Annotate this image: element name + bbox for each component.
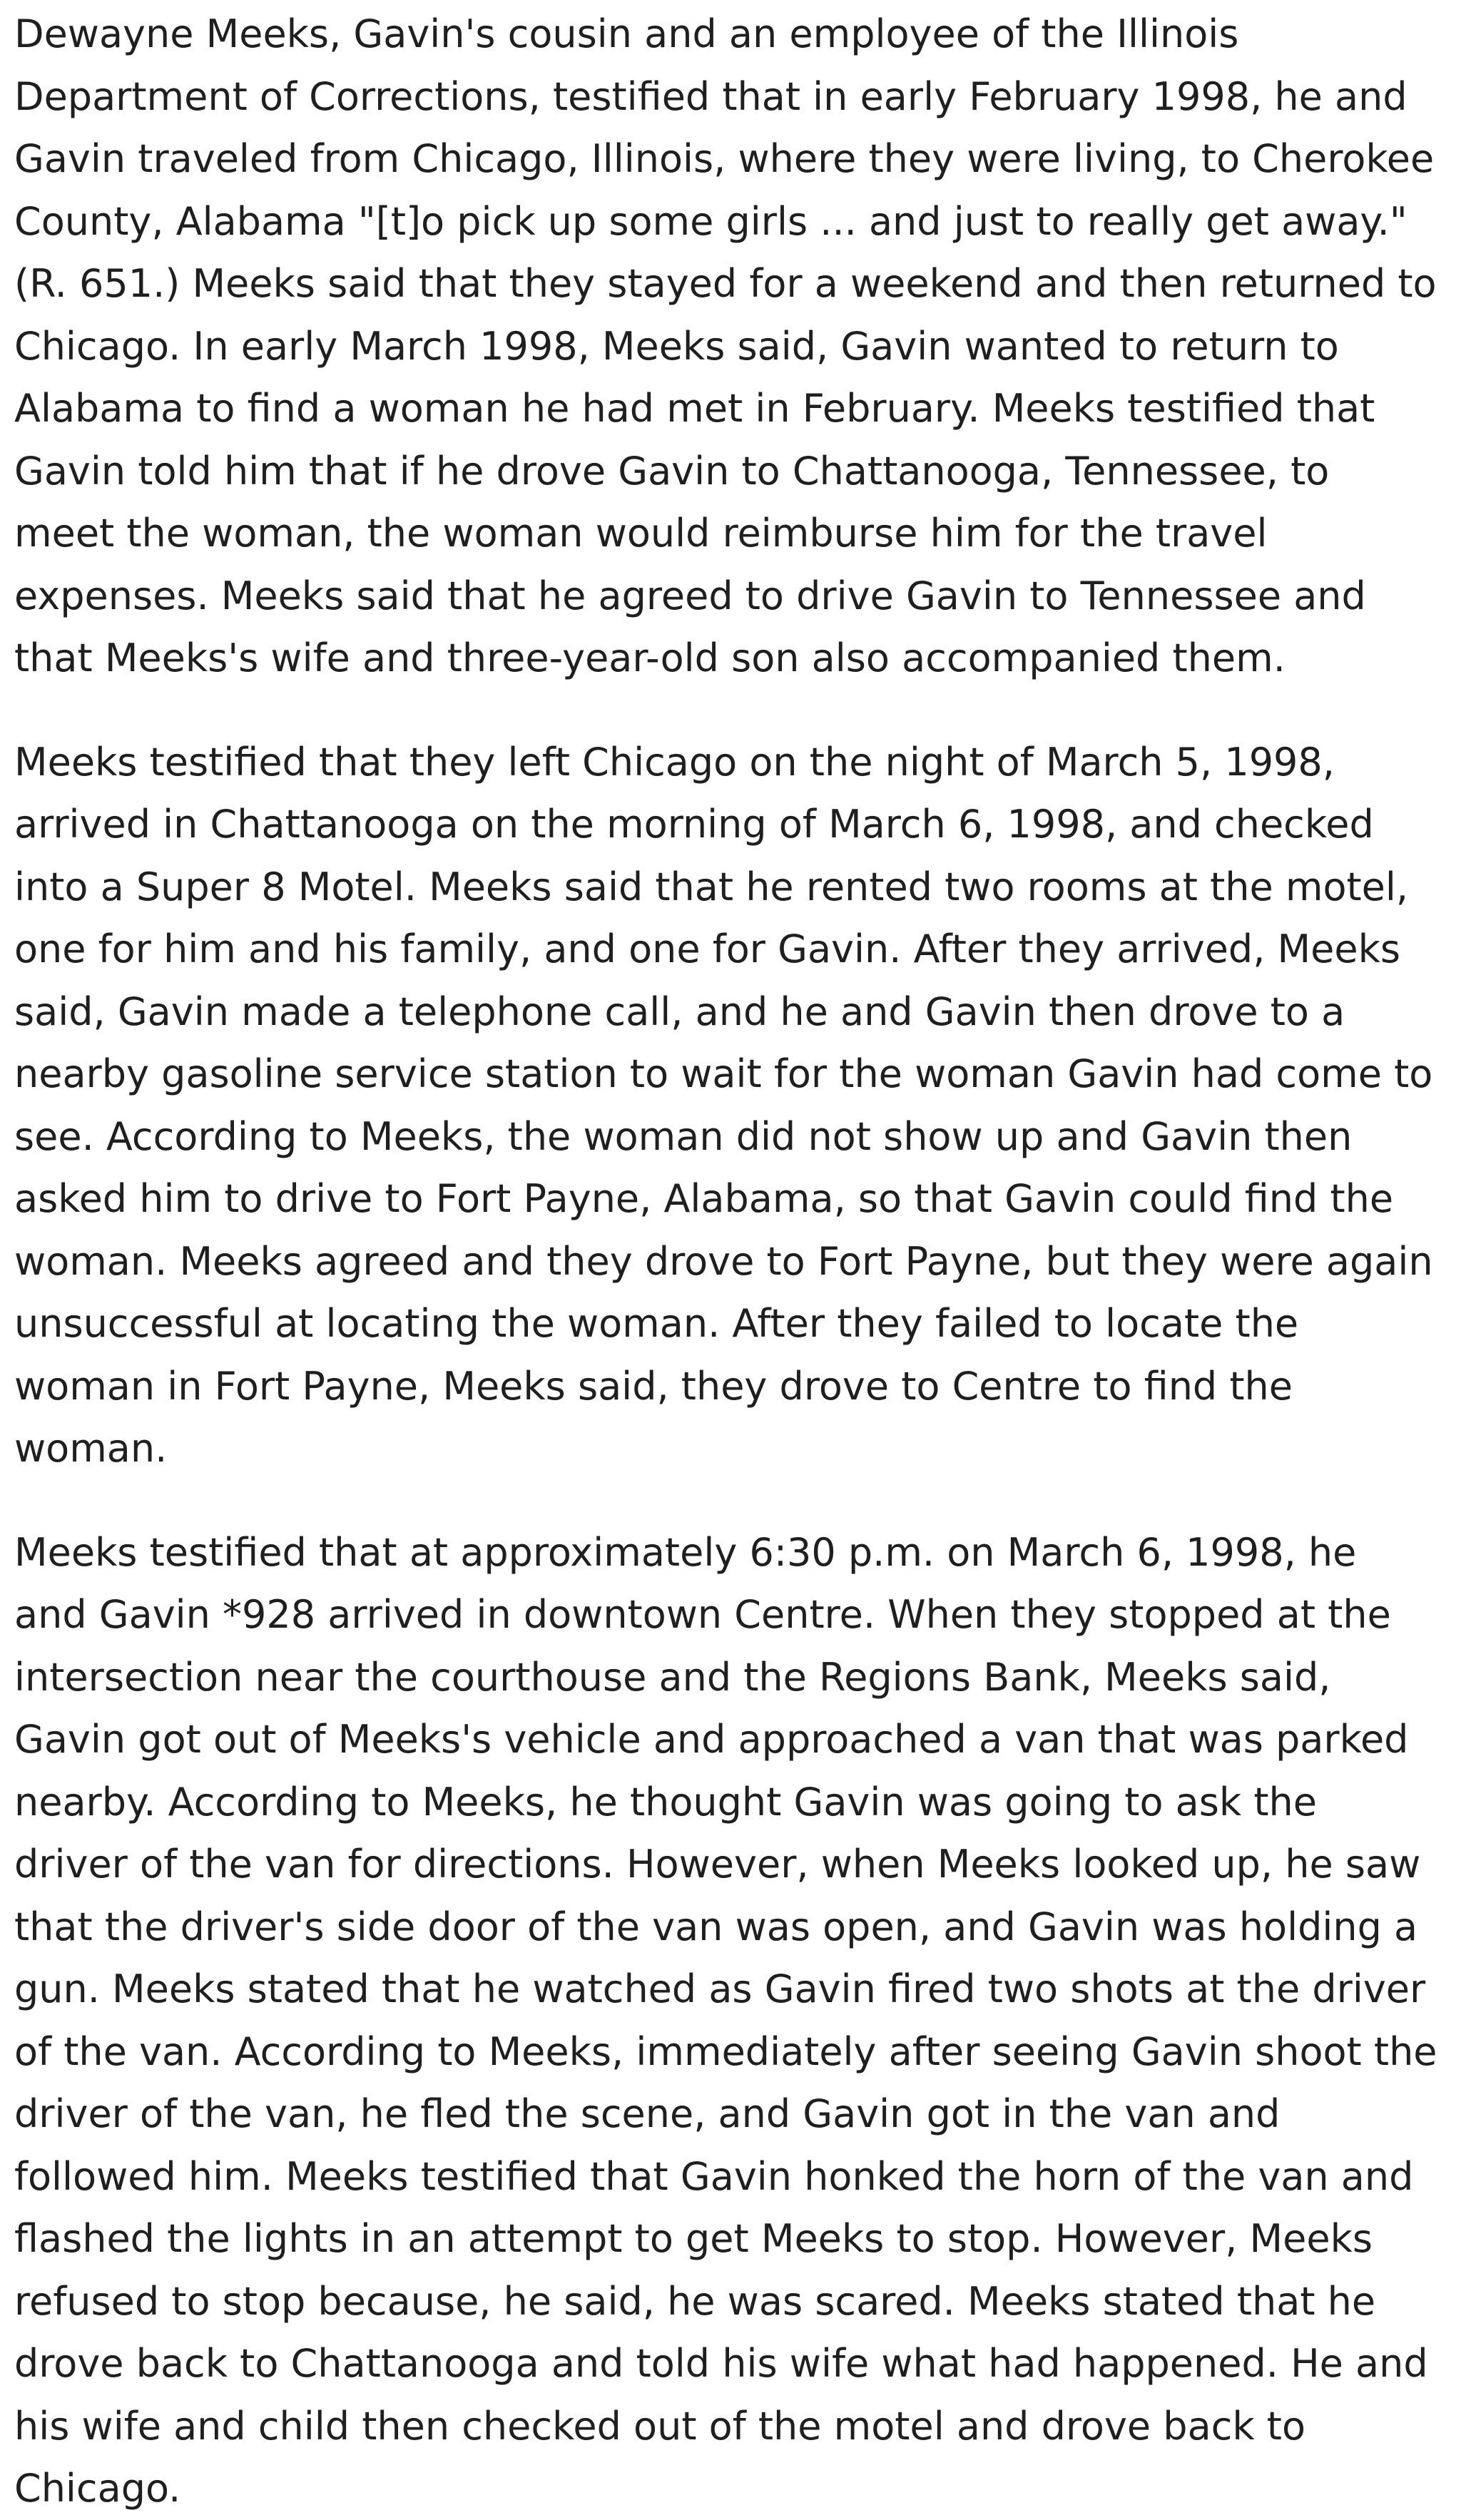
paragraph-1: Dewayne Meeks, Gavin's cousin and an employee of the Illinois Department of Corrections, testified that in early February 1998, he and Gavin traveled from Chicago, Illinois, where they were living, to Cherokee County, Alabama "[t]o pick up some girls ... and just to really get away." (R. 651.) Meeks said that they stayed for a weekend and then returned to Chicago. In early March 1998, Meeks said, Gavin wanted to return to Alabama to find a woman he had met in February. Meeks testified that Gavin told him that if he drove Gavin to Chattanooga, Tennessee, to meet the woman, the woman would reimburse him for the travel expenses. Meeks said that he agreed to drive Gavin to Tennessee and that Meeks's wife and three-year-old son also accompanied them.	[14, 11, 1437, 680]
paragraph-3: Meeks testified that at approximately 6:30 p.m. on March 6, 1998, he and Gavin *928 arrived in downtown Centre. When they stopped at the intersection near the courthouse and the Regions Bank, Meeks said, Gavin got out of Meeks's vehicle and approached a van that was parked nearby. According to Meeks, he thought Gavin was going to ask the driver of the van for directions. However, when Meeks looked up, he saw that the driver's side door of the van was open, and Gavin was holding a gun. Meeks stated that he watched as Gavin fired two shots at the driver of the van. According to Meeks, immediately after seeing Gavin shoot the driver of the van, he fled the scene, and Gavin got in the van and followed him. Meeks testified that Gavin honked the horn of the van and flashed the lights in an attempt to get Meeks to stop. However, Meeks refused to stop because, he said, he was scared. Meeks stated that he drove back to Chattanooga and told his wife what had happened. He and his wife and child then checked out of the motel and drove back to Chicago.	[14, 1529, 1437, 2511]
paragraph-2: Meeks testified that they left Chicago on the night of March 5, 1998, arrived in Chattanooga on the morning of March 6, 1998, and checked into a Super 8 Motel. Meeks said that he rented two rooms at the motel, one for him and his family, and one for Gavin. After they arrived, Meeks said, Gavin made a telephone call, and he and Gavin then drove to a nearby gasoline service station to wait for the woman Gavin had come to see. According to Meeks, the woman did not show up and Gavin then asked him to drive to Fort Payne, Alabama, so that Gavin could find the woman. Meeks agreed and they drove to Fort Payne, but they were again unsuccessful at locating the woman. After they failed to locate the woman in Fort Payne, Meeks said, they drove to Centre to find the woman.	[14, 739, 1433, 1471]
document-body	[14, 3, 1441, 2520]
